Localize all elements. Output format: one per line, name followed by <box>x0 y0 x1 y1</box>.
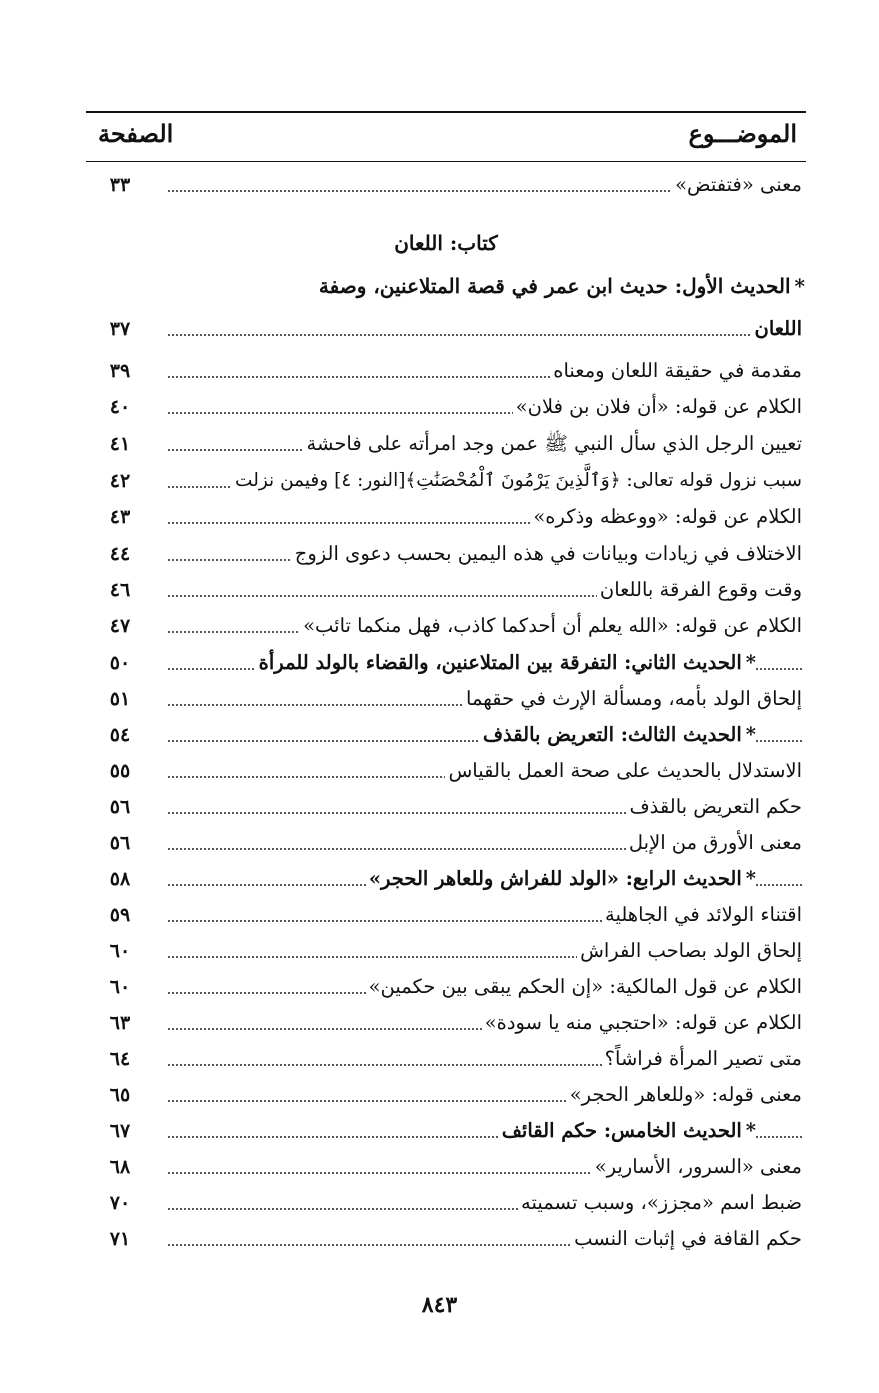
star-marker: * <box>745 867 756 890</box>
toc-entry-page: ٥٩ <box>109 904 131 926</box>
toc-entry-page: ٧٠ <box>109 1192 131 1214</box>
toc-section-title <box>480 720 756 750</box>
toc-section-title <box>256 648 756 678</box>
book-title: كتاب: اللعان <box>394 231 498 255</box>
toc-entry-title: اقتناء الولائد في الجاهلية <box>602 900 802 930</box>
toc-entry-title: حكم التعريض بالقذف <box>626 792 802 822</box>
toc-entry-page: ٥٦ <box>109 832 131 854</box>
toc-row <box>100 352 802 388</box>
toc-entry-title: معنى «فتفتض» <box>672 170 802 200</box>
toc-row <box>100 680 802 716</box>
toc-row <box>100 788 802 824</box>
toc-row <box>100 1148 802 1184</box>
star-marker: * <box>794 274 805 298</box>
toc-row <box>100 462 802 498</box>
toc-entry-title: مقدمة في حقيقة اللعان ومعناه <box>550 356 802 386</box>
star-marker: * <box>745 1119 756 1142</box>
toc-entry-page: ٣٣ <box>109 174 131 196</box>
toc-entry-title: الكلام عن قول المالكية: «إن الحكم يبقى بين حكمين» <box>366 972 802 1002</box>
toc-section-text: الحديث الثالث: التعريض بالقذف <box>482 723 742 746</box>
page-number: ٨٤٣ <box>421 1292 458 1318</box>
toc-entry-title: متى تصير المرأة فراشاً؟ <box>602 1044 802 1074</box>
toc-entry-page: ٣٧ <box>109 318 131 340</box>
first-hadith-line2: اللعان <box>752 314 802 344</box>
toc-entry-page: ٤٣ <box>109 506 131 528</box>
toc-row <box>100 896 802 932</box>
toc-entry-page: ٤١ <box>109 433 131 455</box>
toc-entry-page: ٦٨ <box>109 1156 131 1178</box>
toc-section-text: الحديث الخامس: حكم القائف <box>501 1119 742 1142</box>
toc-row <box>100 1220 802 1256</box>
toc-row <box>100 498 802 534</box>
toc-entry-page: ٤٠ <box>109 396 131 418</box>
column-header-topic: الموضـــوع <box>688 119 797 148</box>
toc-row-section <box>100 860 802 896</box>
toc-entry-title: ضبط اسم «مجزز»، وسبب تسميته <box>518 1188 802 1218</box>
toc-entry-page: ٥٨ <box>109 868 131 890</box>
toc-entry-page: ٦٠ <box>109 976 131 998</box>
toc-entry-title: تعيين الرجل الذي سأل النبي ﷺ عمن وجد امرأته على فاحشة <box>303 429 802 459</box>
toc-entry-page: ٦٧ <box>109 1120 131 1142</box>
toc-row <box>100 571 802 607</box>
header-top-rule <box>86 111 806 113</box>
toc-row <box>100 1184 802 1220</box>
first-hadith-heading <box>319 270 805 302</box>
toc-entry-title: سبب نزول قوله تعالى: ﴿وَٱلَّذِينَ يَرْمُونَ ٱلْمُحْصَنَٰتِ﴾[النور: ٤] وفيمن نزلت <box>232 466 802 496</box>
toc-row <box>100 968 802 1004</box>
toc-entry-page: ٤٧ <box>109 615 131 637</box>
toc-entry-title: الاستدلال بالحديث على صحة العمل بالقياس <box>445 756 802 786</box>
toc-row <box>100 824 802 860</box>
toc-entry-title: الكلام عن قوله: «احتجبي منه يا سودة» <box>482 1008 802 1038</box>
toc-entry-page: ٦٤ <box>109 1048 131 1070</box>
toc-entry-page: ٦٣ <box>109 1012 131 1034</box>
toc-row <box>100 1076 802 1112</box>
header-bottom-rule <box>86 161 806 162</box>
toc-row <box>100 1040 802 1076</box>
toc-entry-title: وقت وقوع الفرقة باللعان <box>597 575 802 605</box>
toc-row <box>100 388 802 424</box>
toc-entry-page: ٤٤ <box>109 543 131 565</box>
toc-entry-title: معنى «السرور، الأسارير» <box>592 1152 802 1182</box>
toc-entry-page: ٧١ <box>109 1228 131 1250</box>
toc-entry-title: الاختلاف في زيادات وبيانات في هذه اليمين بحسب دعوى الزوج <box>292 539 802 569</box>
toc-row <box>100 607 802 643</box>
toc-entry-title: الكلام عن قوله: «ووعظه وذكره» <box>530 502 802 532</box>
toc-entry-title: الكلام عن قوله: «الله يعلم أن أحدكما كاذب، فهل منكما تائب» <box>300 611 802 641</box>
toc-row-section <box>100 716 802 752</box>
dot-leader <box>168 334 802 336</box>
toc-row-section <box>100 644 802 680</box>
toc-entry-page: ٦٥ <box>109 1084 131 1106</box>
toc-entry-page: ٤٦ <box>109 579 131 601</box>
toc-row <box>100 752 802 788</box>
toc-row <box>100 310 802 346</box>
toc-row-section <box>100 1112 802 1148</box>
toc-row <box>100 535 802 571</box>
toc-entry-page: ٥٥ <box>109 760 131 782</box>
toc-entry-page: ٦٠ <box>109 940 131 962</box>
toc-entry-title: الكلام عن قوله: «أن فلان بن فلان» <box>513 392 802 422</box>
toc-entry-page: ٣٩ <box>109 360 131 382</box>
column-header-page: الصفحة <box>98 119 174 148</box>
toc-entry-title: حكم القافة في إثبات النسب <box>571 1224 802 1254</box>
toc-entry-page: ٥٦ <box>109 796 131 818</box>
star-marker: * <box>745 651 756 674</box>
first-hadith-line1: الحديث الأول: حديث ابن عمر في قصة المتلاعنين، وصفة <box>318 274 791 298</box>
toc-row <box>100 1004 802 1040</box>
toc-section-title <box>499 1116 756 1146</box>
toc-entry-page: ٥٠ <box>109 652 131 674</box>
toc-entry-page: ٤٢ <box>109 470 131 492</box>
toc-entry-title: إلحاق الولد بأمه، ومسألة الإرث في حقهما <box>463 684 802 714</box>
toc-section-text: الحديث الرابع: «الولد للفراش وللعاهر الحجر» <box>368 867 742 890</box>
toc-row <box>100 166 802 202</box>
toc-entry-title: معنى الأورق من الإبل <box>626 828 802 858</box>
toc-entry-page: ٥٤ <box>109 724 131 746</box>
toc-entry-page: ٥١ <box>109 688 131 710</box>
toc-entry-title: إلحاق الولد بصاحب الفراش <box>577 936 802 966</box>
toc-row <box>100 425 802 461</box>
toc-entry-title: معنى قوله: «وللعاهر الحجر» <box>567 1080 802 1110</box>
toc-section-title <box>366 864 756 894</box>
toc-section-text: الحديث الثاني: التفرقة بين المتلاعنين، والقضاء بالولد للمرأة <box>258 651 742 674</box>
star-marker: * <box>745 723 756 746</box>
toc-row <box>100 932 802 968</box>
